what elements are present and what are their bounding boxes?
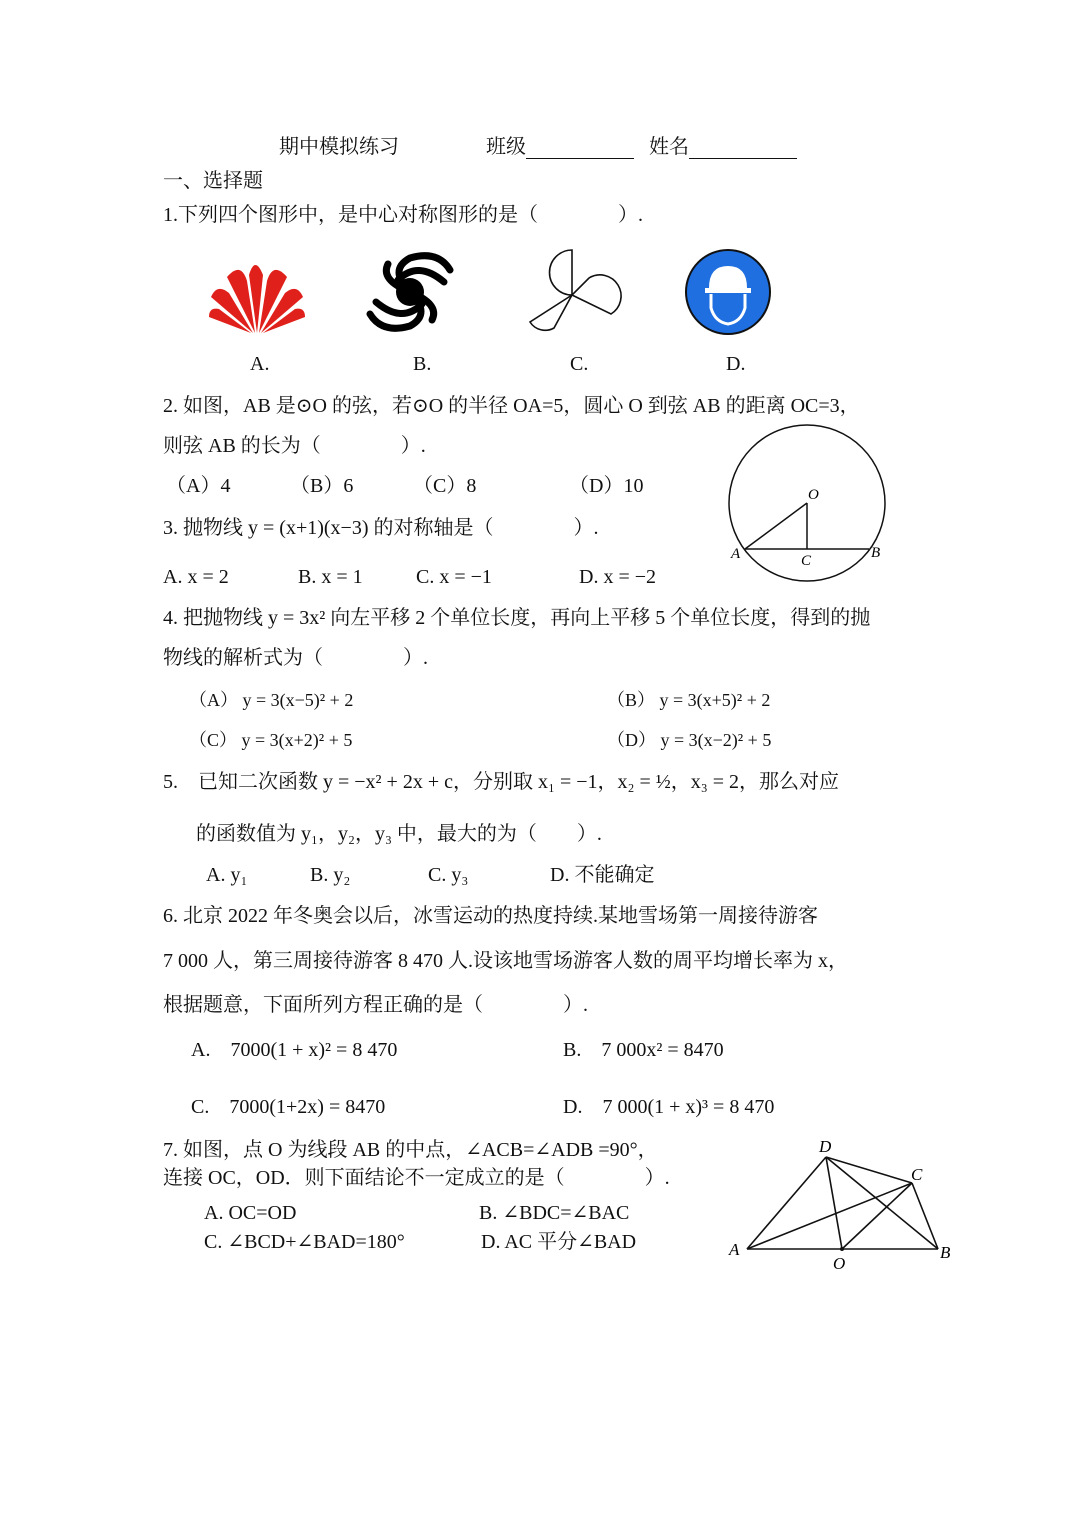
q5-option-d[interactable]: D. 不能确定 bbox=[550, 864, 655, 886]
q4-option-a[interactable]: （A） y = 3(x−5)² + 2 bbox=[189, 690, 354, 710]
q4-option-d[interactable]: （D） y = 3(x−2)² + 5 bbox=[607, 730, 772, 750]
label-b: B bbox=[940, 1243, 951, 1262]
q1-stem: 1.下列四个图形中，是中心对称图形的是（ ）. bbox=[163, 204, 643, 226]
q1-option-a[interactable]: A. bbox=[250, 353, 270, 375]
q2-stem-line2: 则弦 AB 的长为（ ）. bbox=[163, 435, 426, 457]
q2-option-b[interactable]: （B）6 bbox=[290, 475, 354, 497]
q7-stem-line2: 连接 OC，OD．则下面结论不一定成立的是（ ）. bbox=[163, 1167, 670, 1189]
q3-option-a[interactable]: A. x = 2 bbox=[163, 566, 229, 588]
label-b: B bbox=[871, 545, 881, 561]
q4-stem-line2: 物线的解析式为（ ）. bbox=[163, 647, 428, 669]
q3-option-c[interactable]: C. x = −1 bbox=[416, 566, 492, 588]
label-c: C bbox=[801, 553, 812, 569]
q2-option-d[interactable]: （D）10 bbox=[569, 475, 644, 497]
class-label: 班级 bbox=[486, 136, 526, 158]
q1-option-b[interactable]: B. bbox=[413, 353, 432, 375]
page-title: 期中模拟练习 bbox=[279, 136, 399, 158]
q6-option-b[interactable]: B. 7 000x² = 8470 bbox=[563, 1039, 724, 1061]
q5-option-c[interactable]: C. y₃ bbox=[428, 864, 469, 886]
q1-option-d[interactable]: D. bbox=[726, 353, 746, 375]
q4-option-b[interactable]: （B） y = 3(x+5)² + 2 bbox=[607, 690, 771, 710]
section-heading: 一、选择题 bbox=[163, 170, 263, 192]
label-c: C bbox=[911, 1165, 923, 1184]
q7-option-a[interactable]: A. OC=OD bbox=[204, 1202, 297, 1224]
q5-option-b[interactable]: B. y₂ bbox=[310, 864, 351, 886]
q6-stem-line3: 根据题意，下面所列方程正确的是（ ）. bbox=[163, 994, 588, 1016]
q3-option-b[interactable]: B. x = 1 bbox=[298, 566, 363, 588]
label-o: O bbox=[833, 1254, 846, 1273]
q6-option-a[interactable]: A. 7000(1 + x)² = 8 470 bbox=[191, 1039, 398, 1061]
q2-stem-line1: 2. 如图，AB 是⊙O 的弦，若⊙O 的半径 OA=5，圆心 O 到弦 AB 的距离 OC=3， bbox=[163, 395, 860, 417]
q6-stem-line2: 7 000 人，第三周接待游客 8 470 人.设该地雪场游客人数的周平均增长率为 x， bbox=[163, 950, 848, 972]
q6-option-c[interactable]: C. 7000(1+2x) = 8470 bbox=[191, 1096, 386, 1118]
q5-option-a[interactable]: A. y₁ bbox=[206, 864, 248, 886]
label-d: D bbox=[819, 1137, 832, 1156]
q7-option-b[interactable]: B. ∠BDC=∠BAC bbox=[479, 1202, 630, 1224]
q1-option-c[interactable]: C. bbox=[570, 353, 589, 375]
q7-option-d[interactable]: D. AC 平分∠BAD bbox=[481, 1231, 637, 1253]
q5-stem-line1: 5. 已知二次函数 y = −x² + 2x + c，分别取 x₁ = −1，x₂ = ½，x₃ = 2，那么对应 bbox=[163, 771, 840, 793]
q3-option-d[interactable]: D. x = −2 bbox=[579, 566, 657, 588]
label-o: O bbox=[808, 487, 819, 503]
q4-option-c[interactable]: （C） y = 3(x+2)² + 5 bbox=[189, 730, 353, 750]
label-a: A bbox=[729, 1240, 740, 1259]
q3-stem: 3. 抛物线 y = (x+1)(x−3) 的对称轴是（ ）. bbox=[163, 517, 599, 539]
label-a: A bbox=[731, 546, 741, 562]
q2-option-c[interactable]: （C）8 bbox=[413, 475, 477, 497]
q6-stem-line1: 6. 北京 2022 年冬奥会以后，冰雪运动的热度持续.某地雪场第一周接待游客 bbox=[163, 905, 818, 927]
q6-option-d[interactable]: D. 7 000(1 + x)³ = 8 470 bbox=[563, 1096, 775, 1118]
q5-stem-line2: 的函数值为 y₁，y₂，y₃ 中，最大的为（ ）. bbox=[196, 823, 602, 845]
name-label: 姓名 bbox=[649, 136, 689, 158]
q2-option-a[interactable]: （A）4 bbox=[166, 475, 231, 497]
q7-option-c[interactable]: C. ∠BCD+∠BAD=180° bbox=[204, 1231, 405, 1253]
q4-stem-line1: 4. 把抛物线 y = 3x² 向左平移 2 个单位长度，再向上平移 5 个单位长度，得到的抛 bbox=[163, 607, 871, 629]
q7-stem-line1: 7. 如图，点 O 为线段 AB 的中点，∠ACB=∠ADB =90°， bbox=[163, 1139, 658, 1161]
